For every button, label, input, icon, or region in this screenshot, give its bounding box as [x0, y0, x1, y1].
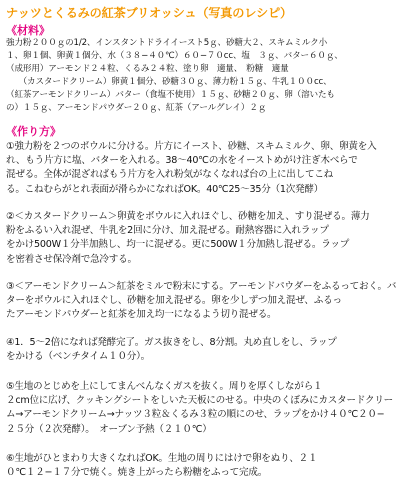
step-line: ①強力粉を２つのボウルに分ける。片方にイースト、砂糖、スキムミルク、卵、卵黄を入: [6, 141, 377, 152]
step-line: れ、もう片方に塩、バターを入れる。38〜40℃の水をイーストめがけ注ぎ木べらで: [6, 155, 358, 167]
step-line: ②＜カスタードクリーム＞卵黄をボウルに入れほぐし、砂糖を加え、すり混ぜる。薄力: [6, 211, 370, 222]
step-line: 混ぜる。全体が混ざればもう片方を入れ粉気がなくなれば台の上に出してこね: [6, 169, 334, 181]
step-line: ０℃１２−１７分で焼く。焼き上がったら粉糖をふって完成。: [6, 467, 268, 479]
step-line: ターをボウルに入れほぐし、砂糖を加え混ぜる。卵を少しずつ加え混ぜ、ふるっ: [6, 295, 342, 307]
step-line: ２cm位に広げ、クッキングシートをしいた天板にのせる。中央のくぼみにカスタードクリー: [6, 395, 394, 407]
method-step-3: [6, 280, 414, 323]
ingredients-heading: 《材料》: [6, 24, 50, 37]
step-line: ２５分（２次発酵）。 オーブン予熱（２１０℃）: [6, 423, 212, 435]
step-line: ③＜アーモンドクリーム＞紅茶をミルで粉末にする。アーモンドパウダーをふるっておく。バ: [6, 281, 397, 292]
method-step-2: [6, 210, 414, 267]
step-line: をかける（ベンチタイム１０分）。: [6, 351, 151, 363]
step-line: たアーモンドパウダーと紅茶を加え均一になるよう切り混ぜる。: [6, 309, 277, 321]
step-line: る。こねむらがとれ表面が滑らかになればOK。40℃25〜35分（1次発酵）: [6, 183, 324, 195]
ingredient-line: 強力粉２００ｇの1/2、インスタントドライイースト5ｇ、砂糖大２、スキムミルク小: [6, 38, 328, 48]
method-step-1: [6, 140, 414, 197]
step-line: ⑤生地のとじめを上にしてまんべんなくガスを抜く。周りを厚くしながら１: [6, 381, 323, 392]
method-heading: 《作り方》: [6, 125, 61, 138]
method-step-4: [6, 336, 414, 364]
step-line: ④1．5〜2倍になれば発酵完了。ガス抜きをし、8分割。丸め直しをし、ラップ: [6, 337, 337, 348]
step-line: ⑥生地がひとまわり大きくなればOK。生地の周りにはけで卵をぬり、２１: [6, 453, 318, 464]
ingredient-line: （成形用）アーモンド２４粒、くるみ２４粒、塗り卵 適量、 粉糖 適量: [6, 64, 289, 74]
recipe-title: ナッツとくるみの紅茶ブリオッシュ（写真のレシピ）: [6, 6, 292, 20]
ingredient-line: （紅茶アーモンドクリーム）バター（食塩不使用）１５ｇ、砂糖２０ｇ、卵（溶いたも: [6, 90, 335, 100]
step-line: をかけ500W１分半加熱し、均一に混ぜる。更に500W１分加熱し混ぜる。ラップ: [6, 239, 350, 251]
ingredient-line: １、卵１個、卵黄１個分、水（３８−４０℃）６０−７０cc、塩 ３ｇ、バター６０ｇ、: [6, 51, 343, 61]
step-line: ム→アーモンドクリーム→ナッツ３粒＆くるみ３粒の順にのせ、ラップをかけ４０℃２０−: [6, 409, 385, 421]
ingredient-line: の）１５ｇ、アーモンドパウダー２０ｇ、紅茶（アールグレイ）２ｇ: [6, 103, 267, 113]
step-line: 粉をふるい入れ混ぜ、牛乳を2回に分け、加え混ぜる。耐熱容器に入れラップ: [6, 225, 329, 237]
method-step-5: [6, 380, 414, 437]
ingredient-line: （カスタードクリーム）卵黄１個分、砂糖３０ｇ、薄力粉１５ｇ、牛乳１００cc、: [6, 77, 332, 87]
method-step-6: [6, 452, 414, 480]
step-line: を密着させ保冷剤で急冷する。: [6, 253, 137, 265]
